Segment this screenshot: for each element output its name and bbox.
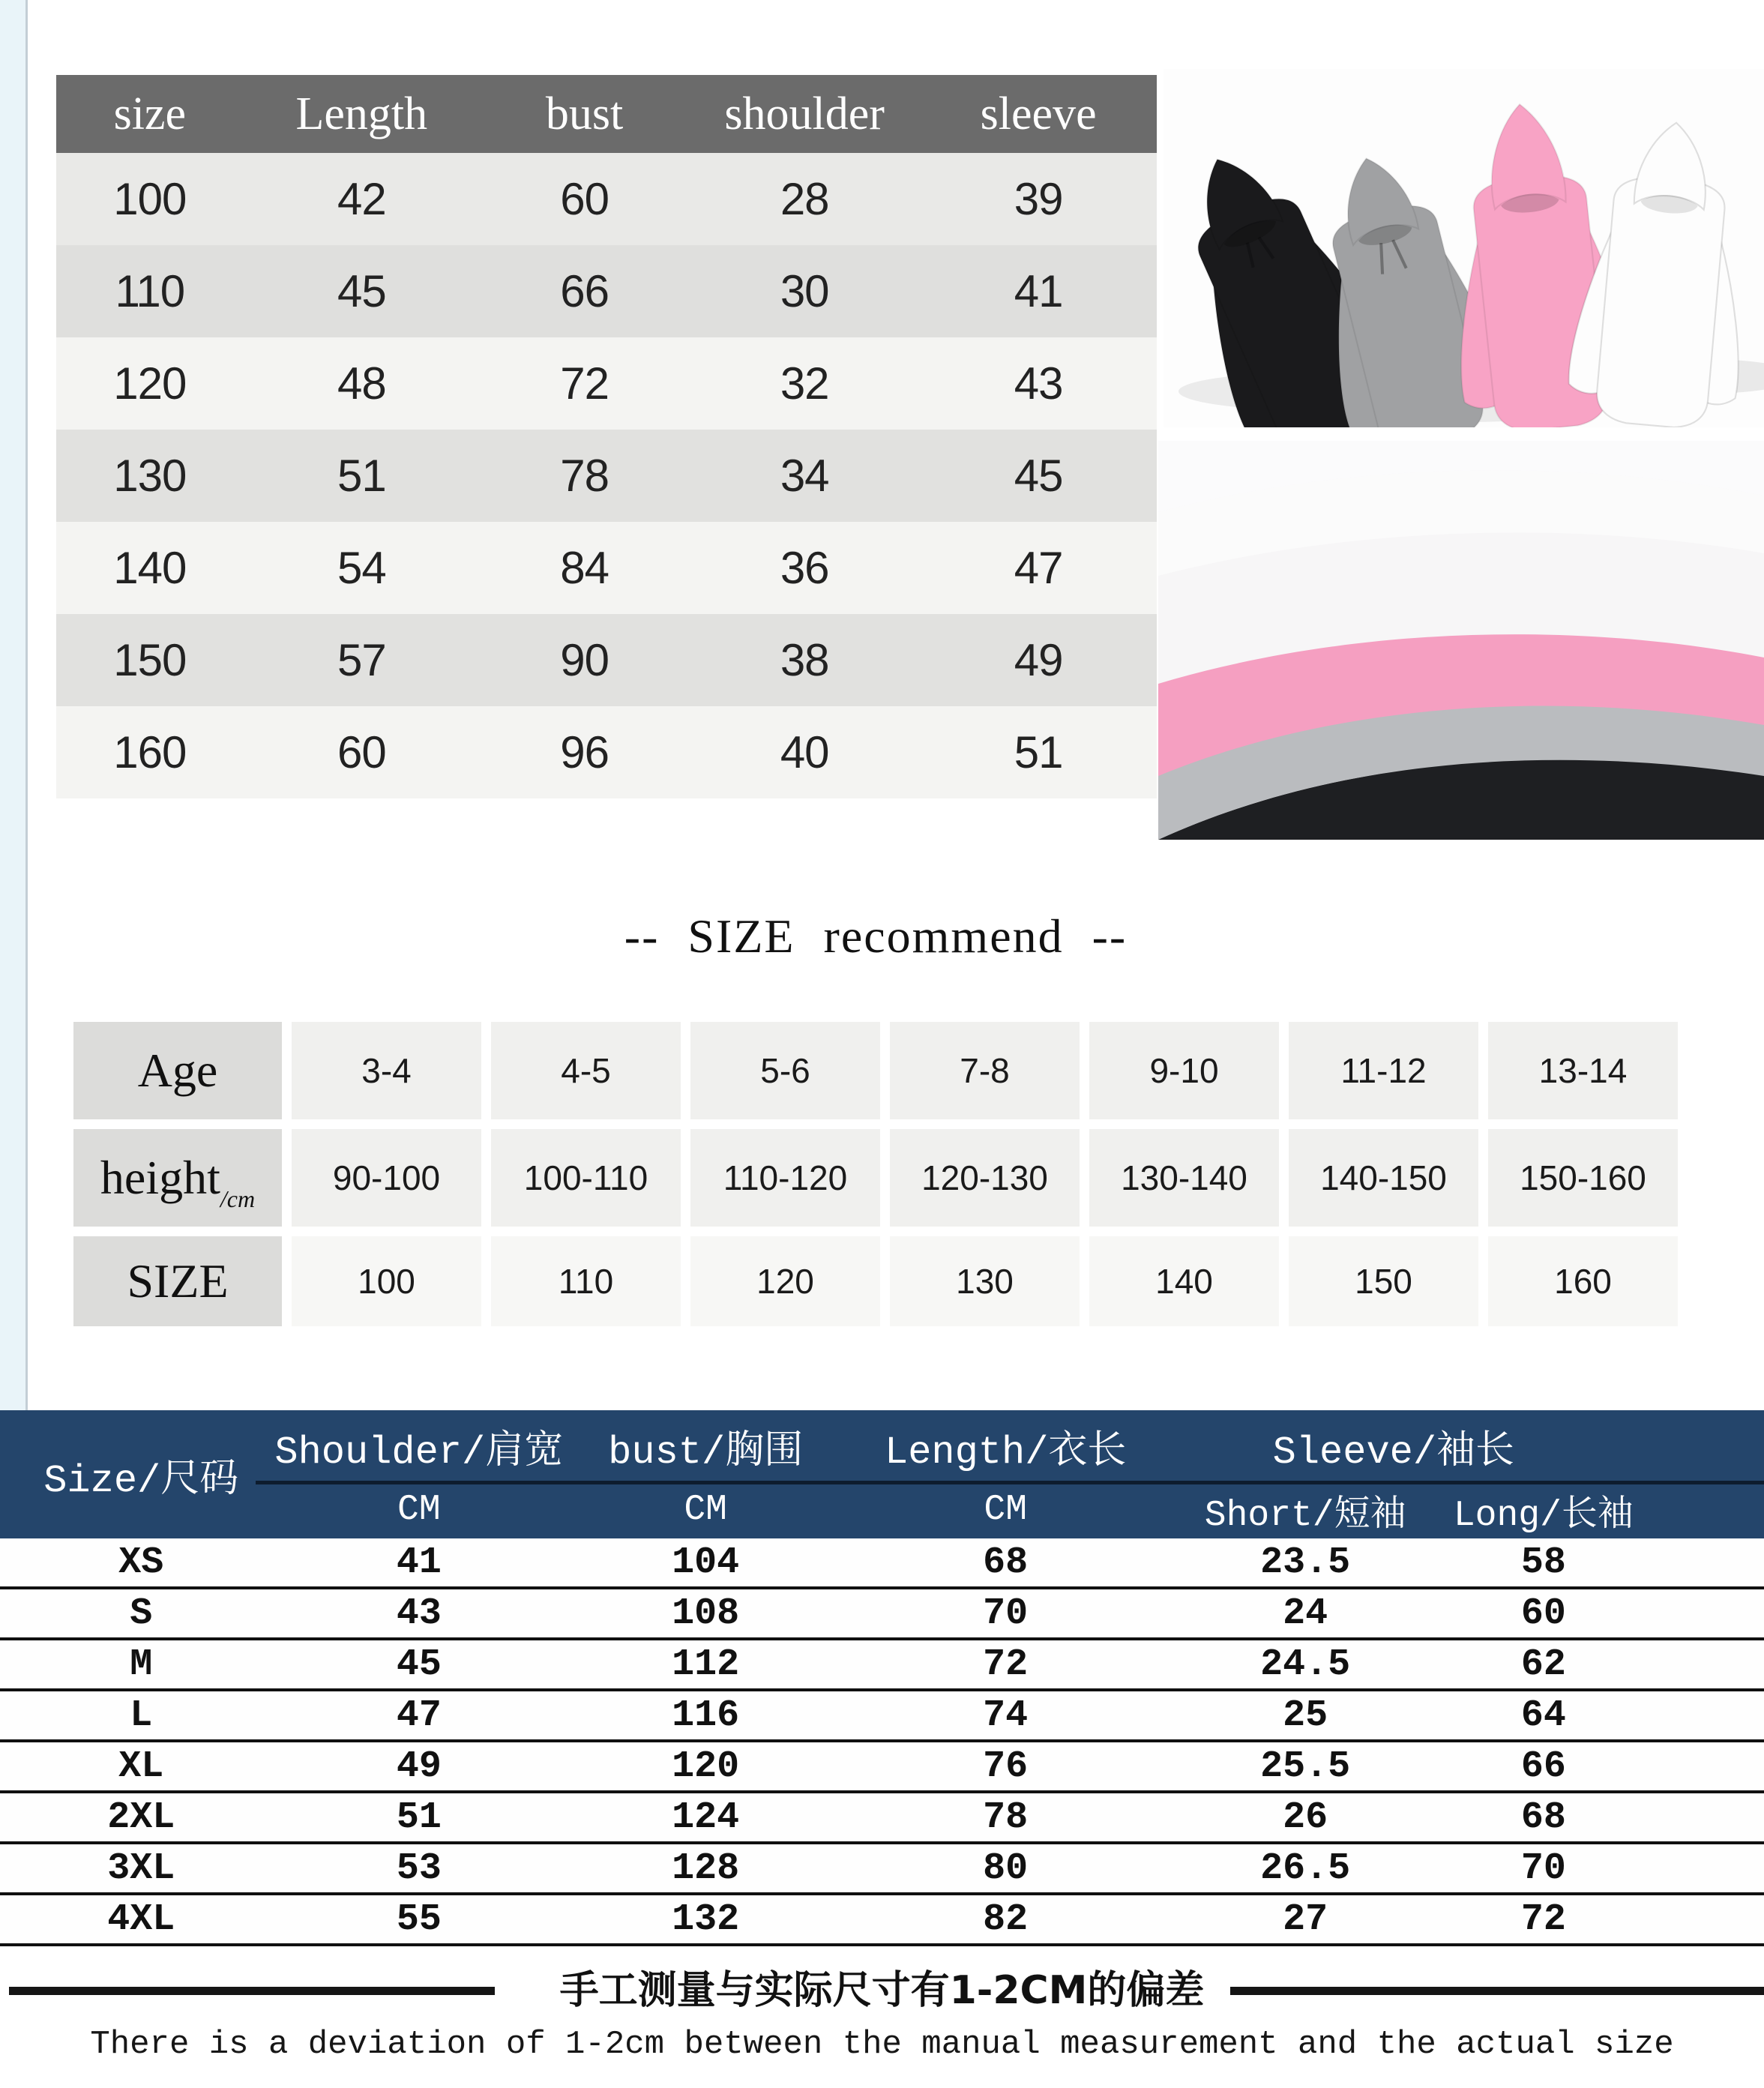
recommend-value-cell: 150: [1289, 1236, 1478, 1326]
size-table-cell: 36: [780, 543, 829, 593]
recommend-value-cell: 100-110: [491, 1129, 681, 1227]
recommend-value-cell: 11-12: [1289, 1022, 1478, 1119]
adult-size-table-row: [0, 1844, 1764, 1895]
recommend-value-cell: 140-150: [1289, 1129, 1478, 1227]
adult-size-table-cell: 70: [983, 1592, 1029, 1635]
adult-size-table-cell: 24.5: [1260, 1643, 1351, 1686]
adult-size-table-cell: 26.5: [1260, 1847, 1351, 1890]
adult-size-table-cell: 112: [672, 1643, 740, 1686]
adult-size-table-body: [0, 1538, 1764, 1946]
adult-size-table-cell: 4XL: [107, 1898, 175, 1941]
adult-size-table-cell: 116: [672, 1694, 740, 1737]
size-table-cell: 72: [560, 358, 609, 409]
size-table-cell: 42: [337, 174, 386, 224]
size-table-cell: 84: [560, 543, 609, 593]
adult-size-table-cell: 104: [672, 1541, 740, 1584]
adult-size-table-row: [0, 1895, 1764, 1946]
adult-size-table-row: [0, 1691, 1764, 1742]
adult-size-table-cell: 78: [983, 1796, 1029, 1839]
size-table-cell: 51: [1014, 727, 1063, 777]
recommend-label-text: height: [100, 1151, 220, 1204]
size-table-cell: 45: [337, 266, 386, 316]
subheader-cm-bust: CM: [684, 1490, 727, 1530]
size-table-cell: 60: [337, 727, 386, 777]
recommend-label-unit: /cm: [220, 1185, 256, 1212]
size-table-cell: 40: [780, 727, 829, 777]
adult-size-table-cell: 3XL: [107, 1847, 175, 1890]
recommend-value-cell: 13-14: [1488, 1022, 1678, 1119]
recommend-row-label: [73, 1236, 282, 1326]
size-table-cell: 66: [560, 266, 609, 316]
adult-size-table-cell: 60: [1520, 1592, 1566, 1635]
size-table-cell: 49: [1014, 635, 1063, 685]
recommend-value-cell: 5-6: [690, 1022, 880, 1119]
recommend-age-row: [73, 1022, 1678, 1119]
adult-size-table-cell: 72: [1520, 1898, 1566, 1941]
adult-size-table-header: [0, 1410, 1764, 1538]
adult-size-table-row: [0, 1538, 1764, 1589]
adult-size-table-cell: 25.5: [1260, 1745, 1351, 1788]
size-table-cell: 78: [560, 451, 609, 501]
size-table-row: [56, 706, 1157, 798]
subheader-cm-length: CM: [984, 1490, 1027, 1530]
column-header-shoulder: shoulder: [724, 88, 885, 139]
adult-size-table-cell: XS: [118, 1541, 164, 1584]
size-table-cell: 48: [337, 358, 386, 409]
size-table-cell: 30: [780, 266, 829, 316]
subheader-cm-shoulder: CM: [397, 1490, 441, 1530]
size-table-cell: 41: [1014, 266, 1063, 316]
adult-size-table-cell: 124: [672, 1796, 740, 1839]
deviation-note-chinese: 手工测量与实际尺寸有1-2CM的偏差: [559, 1968, 1205, 2013]
column-header-sleeve: sleeve: [980, 88, 1097, 139]
size-table-row: [56, 522, 1157, 614]
adult-size-table-cell: 128: [672, 1847, 740, 1890]
adult-size-table-cell: 27: [1283, 1898, 1328, 1941]
column-header-bust-cn: bust/胸围: [608, 1430, 804, 1475]
adult-size-table-row: [0, 1793, 1764, 1844]
recommend-height-row: [73, 1129, 1678, 1227]
size-table-cell: 32: [780, 358, 829, 409]
adult-size-table-cell: 55: [396, 1898, 442, 1941]
recommend-value-cell: 110: [491, 1236, 681, 1326]
adult-size-table-cell: 41: [396, 1541, 442, 1584]
size-table-row: [56, 153, 1157, 245]
subheader-short-sleeve: Short/短袖: [1204, 1496, 1406, 1536]
adult-size-table-cell: XL: [118, 1745, 164, 1788]
size-table-cell: 160: [113, 727, 187, 777]
adult-size-table-cell: 58: [1520, 1541, 1566, 1584]
adult-size-table-row: [0, 1742, 1764, 1793]
fabric-stack-illustration: [1158, 441, 1764, 840]
recommend-row-label: [73, 1129, 282, 1227]
adult-size-table-row: [0, 1589, 1764, 1640]
column-header-shoulder-cn: Shoulder/肩宽: [274, 1430, 564, 1475]
recommend-value-cell: 7-8: [890, 1022, 1080, 1119]
column-header-length-cn: Length/衣长: [884, 1430, 1127, 1475]
recommend-value-cell: 90-100: [292, 1129, 481, 1227]
recommend-value-cell: 4-5: [491, 1022, 681, 1119]
size-table-row: [56, 614, 1157, 706]
adult-size-table-cell: 68: [1520, 1796, 1566, 1839]
size-table-cell: 54: [337, 543, 386, 593]
recommend-value-cell: 160: [1488, 1236, 1678, 1326]
size-table-cell: 57: [337, 635, 386, 685]
adult-size-table-cell: 68: [983, 1541, 1029, 1584]
adult-size-table-cell: 49: [396, 1745, 442, 1788]
recommend-value-cell: 130: [890, 1236, 1080, 1326]
size-table-cell: 43: [1014, 358, 1063, 409]
adult-size-table-cell: 26: [1283, 1796, 1328, 1839]
recommend-value-cell: 9-10: [1089, 1022, 1279, 1119]
recommend-size-row: [73, 1236, 1678, 1326]
size-table-row: [56, 337, 1157, 430]
adult-size-table-cell: 70: [1520, 1847, 1566, 1890]
fabric-stack-photo: [1158, 441, 1764, 840]
adult-size-table-row: [0, 1640, 1764, 1691]
adult-size-table-cell: 72: [983, 1643, 1029, 1686]
size-table-cell: 47: [1014, 543, 1063, 593]
recommend-value-cell: 100: [292, 1236, 481, 1326]
column-header-sleeve-cn: Sleeve/袖长: [1272, 1430, 1515, 1475]
size-table-cell: 100: [113, 174, 187, 224]
adult-size-table-cell: 2XL: [107, 1796, 175, 1839]
size-table-cell: 120: [113, 358, 187, 409]
column-header-length: Length: [295, 88, 428, 139]
adult-size-table-cell: 108: [672, 1592, 740, 1635]
deviation-note-english: There is a deviation of 1-2cm between the manual measurement and the actual size: [90, 2026, 1674, 2063]
adult-size-table-cell: 82: [983, 1898, 1029, 1941]
page-left-strip: [0, 0, 28, 1410]
size-recommend-title: -- SIZE recommend --: [624, 909, 1128, 963]
recommend-value-cell: 120: [690, 1236, 880, 1326]
size-table-cell: 38: [780, 635, 829, 685]
adult-size-table-cell: 64: [1520, 1694, 1566, 1737]
adult-size-table-cell: 47: [396, 1694, 442, 1737]
size-table-cell: 45: [1014, 451, 1063, 501]
adult-size-table-cell: 23.5: [1260, 1541, 1351, 1584]
recommend-row-label: [73, 1022, 282, 1119]
size-table-cell: 140: [113, 543, 187, 593]
size-table-cell: 34: [780, 451, 829, 501]
adult-size-table-cell: 76: [983, 1745, 1029, 1788]
size-table-cell: 60: [560, 174, 609, 224]
adult-size-table-cell: 120: [672, 1745, 740, 1788]
size-table-cell: 51: [337, 451, 386, 501]
size-table-cell: 90: [560, 635, 609, 685]
recommend-value-cell: 150-160: [1488, 1129, 1678, 1227]
recommend-value-cell: 120-130: [890, 1129, 1080, 1227]
kids-size-table: [56, 75, 1157, 798]
adult-size-table-cell: 74: [983, 1694, 1029, 1737]
column-header-size: size: [113, 88, 186, 139]
recommend-label-text: Age: [137, 1044, 218, 1097]
kids-size-table-body: [56, 153, 1157, 798]
size-table-cell: 130: [113, 451, 187, 501]
adult-size-table-cell: L: [130, 1694, 153, 1737]
adult-size-table-cell: 24: [1283, 1592, 1328, 1635]
size-table-cell: 150: [113, 635, 187, 685]
adult-size-table-cell: 80: [983, 1847, 1029, 1890]
adult-size-table-cell: 51: [396, 1796, 442, 1839]
recommend-value-cell: 140: [1089, 1236, 1279, 1326]
size-table-cell: 96: [560, 727, 609, 777]
adult-size-table-cell: 132: [672, 1898, 740, 1941]
subheader-long-sleeve: Long/长袖: [1453, 1496, 1634, 1536]
adult-size-table-cell: 43: [396, 1592, 442, 1635]
adult-size-table-cell: M: [130, 1643, 153, 1686]
adult-size-table-cell: S: [130, 1592, 153, 1635]
recommend-label-text: SIZE: [127, 1254, 229, 1308]
hoodies-product-photo: [1164, 69, 1764, 427]
adult-size-table-cell: 45: [396, 1643, 442, 1686]
recommend-value-cell: 3-4: [292, 1022, 481, 1119]
size-table-row: [56, 245, 1157, 337]
column-header-size-cn: Size/尺码: [43, 1458, 239, 1503]
column-header-bust: bust: [545, 88, 624, 139]
recommend-value-cell: 110-120: [690, 1129, 880, 1227]
hoodies-illustration: [1164, 69, 1764, 427]
size-table-cell: 39: [1014, 174, 1063, 224]
size-table-row: [56, 430, 1157, 522]
kids-size-table-header: [56, 75, 1157, 153]
adult-size-table-cell: 53: [396, 1847, 442, 1890]
size-table-cell: 110: [115, 266, 185, 316]
size-table-cell: 28: [780, 174, 829, 224]
adult-size-table-cell: 25: [1283, 1694, 1328, 1737]
recommend-value-cell: 130-140: [1089, 1129, 1279, 1227]
adult-size-table-cell: 66: [1520, 1745, 1566, 1788]
adult-size-table-cell: 62: [1520, 1643, 1566, 1686]
